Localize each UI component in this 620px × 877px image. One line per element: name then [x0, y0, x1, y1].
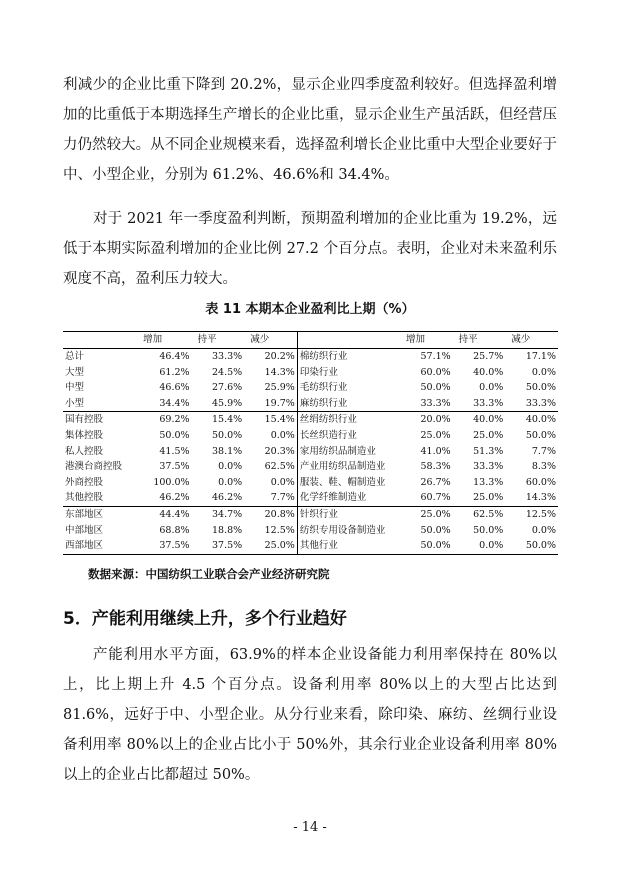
- table-cell: 46.2%: [159, 492, 190, 504]
- table-cell: 34.7%: [192, 506, 245, 522]
- table-row: [63, 428, 558, 444]
- table-cell: 7.7%: [270, 492, 295, 504]
- table-cell: 西部地区: [65, 540, 104, 552]
- table-row: [63, 380, 558, 396]
- table-row: [63, 506, 558, 522]
- table-cell: 61.2%: [159, 366, 190, 378]
- table-cell: 15.4%: [244, 412, 297, 428]
- table-cell: 60.0%: [525, 476, 556, 488]
- table-cell: 26.7%: [420, 476, 451, 488]
- table-cell: 小型: [65, 397, 85, 409]
- table-cell: 60.0%: [420, 366, 451, 378]
- table-cell: 港澳台商控股: [65, 461, 123, 473]
- table-cell: 20.8%: [244, 506, 297, 522]
- table-cell: 37.5%: [159, 540, 190, 552]
- table-cell: 20.3%: [264, 445, 295, 457]
- table-cell: 50.0%: [420, 540, 451, 552]
- table-cell: 针织行业: [297, 506, 400, 522]
- profit-table: [63, 331, 558, 555]
- table-cell: 8.3%: [531, 461, 556, 473]
- table-cell: 纺织专用设备制造业: [297, 523, 400, 539]
- table-cell: 20.2%: [264, 351, 295, 362]
- table-row: [63, 475, 558, 491]
- table-cell: 麻纺织行业: [297, 396, 400, 412]
- table-cell: 44.4%: [137, 506, 192, 522]
- table-cell: 13.3%: [473, 476, 504, 488]
- paragraph-capacity-utilization: [63, 640, 557, 790]
- table-cell: 25.0%: [400, 506, 453, 522]
- table-cell: 62.5%: [453, 506, 506, 522]
- table-cell: 50.0%: [473, 524, 504, 536]
- table-cell: 60.7%: [420, 492, 451, 504]
- table-row: [63, 444, 558, 460]
- table-cell: 长丝织造行业: [297, 428, 400, 444]
- table-cell: 18.8%: [212, 524, 243, 536]
- table-cell: 中型: [65, 382, 85, 394]
- table-cell: 毛纺织行业: [297, 380, 400, 396]
- table-cell: 50.0%: [159, 429, 190, 441]
- table-cell: 14.3%: [264, 366, 295, 378]
- table-cell: 50.0%: [420, 524, 451, 536]
- table-cell: 46.2%: [212, 492, 243, 504]
- table-cell: 33.3%: [473, 461, 504, 473]
- table-cell: 25.9%: [264, 382, 295, 394]
- table-cell: 14.3%: [525, 492, 556, 504]
- table-cell: 25.0%: [420, 429, 451, 441]
- table-cell: 12.5%: [505, 506, 558, 522]
- paragraph-profit-summary: [63, 70, 557, 190]
- table-cell: 其他行业: [297, 538, 400, 554]
- table-cell: 57.1%: [420, 351, 451, 362]
- table-cell: 58.3%: [420, 461, 451, 473]
- table-cell: 100.0%: [153, 476, 190, 488]
- table-cell: 0.0%: [270, 476, 295, 488]
- table-cell: 51.3%: [473, 445, 504, 457]
- table-cell: 国有控股: [63, 412, 137, 428]
- table-cell: 家用纺织品制造业: [297, 444, 400, 460]
- table-cell: 东部地区: [63, 506, 137, 522]
- table-cell: 25.0%: [473, 429, 504, 441]
- table-cell: 25.0%: [264, 540, 295, 552]
- table-cell: 33.3%: [420, 397, 451, 409]
- table-row: [63, 349, 558, 365]
- table-cell: 24.5%: [212, 366, 243, 378]
- table-row: [63, 523, 558, 539]
- table-cell: 7.7%: [531, 445, 556, 457]
- table-cell: 25.7%: [473, 351, 504, 362]
- header-flat: 持平: [458, 334, 478, 346]
- section-heading: 5．产能利用继续上升，多个行业趋好: [63, 609, 347, 629]
- table-cell: 化学纤维制造业: [297, 490, 400, 506]
- table-cell: 37.5%: [212, 540, 243, 552]
- table-cell: 20.0%: [400, 412, 453, 428]
- paragraph-q1-forecast: [63, 204, 557, 294]
- table-cell: 产业用纺织品制造业: [297, 459, 400, 475]
- table-cell: 68.8%: [159, 524, 190, 536]
- table-row: [63, 365, 558, 381]
- table-cell: 25.0%: [473, 492, 504, 504]
- table-cell: 服装、鞋、帽制造业: [297, 475, 400, 491]
- table-cell: 19.7%: [264, 397, 295, 409]
- table-row: [63, 538, 558, 554]
- table-cell: 50.0%: [525, 540, 556, 552]
- table-cell: 外商控股: [65, 476, 104, 488]
- table-body: [63, 349, 558, 555]
- table-cell: 37.5%: [159, 461, 190, 473]
- table-cell: 私人控股: [65, 445, 104, 457]
- table-cell: 62.5%: [264, 461, 295, 473]
- paragraph-text: 产能利用水平方面，63.9%的样本企业设备能力利用率保持在 80%以上，比上期上升 4.5 个百分点。设备利用率 80%以上的大型占比达到 81.6%，远好于中、小型企业。从分行业来看，除印染、麻纺、丝绸行业设备利用率 80%以上的企业占比小于 50%外，其余行业企业设备利用率 80%以上的企业占比都超过 50%。: [63, 647, 557, 783]
- paragraph-text: 利减少的企业比重下降到 20.2%，显示企业四季度盈利较好。但选择盈利增加的比重低于本期选择生产增长的企业比重，显示企业生产虽活跃，但经营压力仍然较大。从不同企业规模来看，选择盈利增长企业比重中大型企业要好于中、小型企业，分别为 61.2%、46.6%和 34.4%。: [63, 77, 557, 183]
- table-cell: 棉纺织行业: [297, 349, 400, 365]
- table-cell: 50.0%: [212, 429, 243, 441]
- table-header-row: [63, 332, 558, 349]
- table-cell: 41.0%: [420, 445, 451, 457]
- table-cell: 40.0%: [453, 412, 506, 428]
- table-title: 表 11 本期本企业盈利比上期（%）: [205, 302, 415, 317]
- table-cell: 0.0%: [531, 366, 556, 378]
- table-cell: 印染行业: [297, 365, 400, 381]
- table-cell: 大型: [65, 366, 85, 378]
- table-cell: 40.0%: [505, 412, 558, 428]
- table-cell: 33.3%: [525, 397, 556, 409]
- paragraph-text: 对于 2021 年一季度盈利判断，预期盈利增加的企业比重为 19.2%，远低于本期实际盈利增加的企业比例 27.2 个百分点。表明，企业对未来盈利乐观度不高，盈利压力较大。: [63, 211, 557, 287]
- table-cell: 12.5%: [264, 524, 295, 536]
- table-cell: 50.0%: [525, 429, 556, 441]
- table-cell: 其他控股: [65, 492, 104, 504]
- header-decrease: 减少: [250, 334, 270, 346]
- table-cell: 27.6%: [212, 382, 243, 394]
- table-cell: 33.3%: [473, 397, 504, 409]
- table-cell: 33.3%: [212, 351, 243, 362]
- table-cell: 17.1%: [525, 351, 556, 362]
- table-cell: 0.0%: [531, 524, 556, 536]
- table-cell: 38.1%: [212, 445, 243, 457]
- table-cell: 0.0%: [218, 476, 243, 488]
- table-cell: 40.0%: [473, 366, 504, 378]
- header-flat: 持平: [197, 334, 217, 346]
- table-cell: 0.0%: [218, 461, 243, 473]
- table-cell: 丝绢纺织行业: [297, 412, 400, 428]
- table-cell: 总计: [65, 351, 85, 362]
- table-cell: 15.4%: [192, 412, 245, 428]
- table-cell: 34.4%: [159, 397, 190, 409]
- header-increase: 增加: [143, 334, 163, 346]
- table-cell: 中部地区: [65, 524, 104, 536]
- table-row: [63, 459, 558, 475]
- table-cell: 0.0%: [479, 382, 504, 394]
- table-cell: 50.0%: [420, 382, 451, 394]
- table-cell: 46.6%: [159, 382, 190, 394]
- table-row: [63, 490, 558, 506]
- table-row: [63, 396, 558, 412]
- table-cell: 45.9%: [212, 397, 243, 409]
- table-cell: 0.0%: [270, 429, 295, 441]
- table-cell: 50.0%: [525, 382, 556, 394]
- table-cell: 0.0%: [479, 540, 504, 552]
- table-row: [63, 412, 558, 428]
- header-decrease: 减少: [511, 334, 531, 346]
- page-number: - 14 -: [293, 820, 327, 835]
- header-cell: [297, 332, 400, 349]
- header-increase: 增加: [406, 334, 426, 346]
- table-cell: 46.4%: [159, 351, 190, 362]
- table-cell: 41.5%: [159, 445, 190, 457]
- header-cell: [63, 332, 137, 349]
- table-cell: 集体控股: [65, 429, 104, 441]
- data-source-note: 数据来源：中国纺织工业联合会产业经济研究院: [88, 567, 330, 581]
- table-cell: 69.2%: [137, 412, 192, 428]
